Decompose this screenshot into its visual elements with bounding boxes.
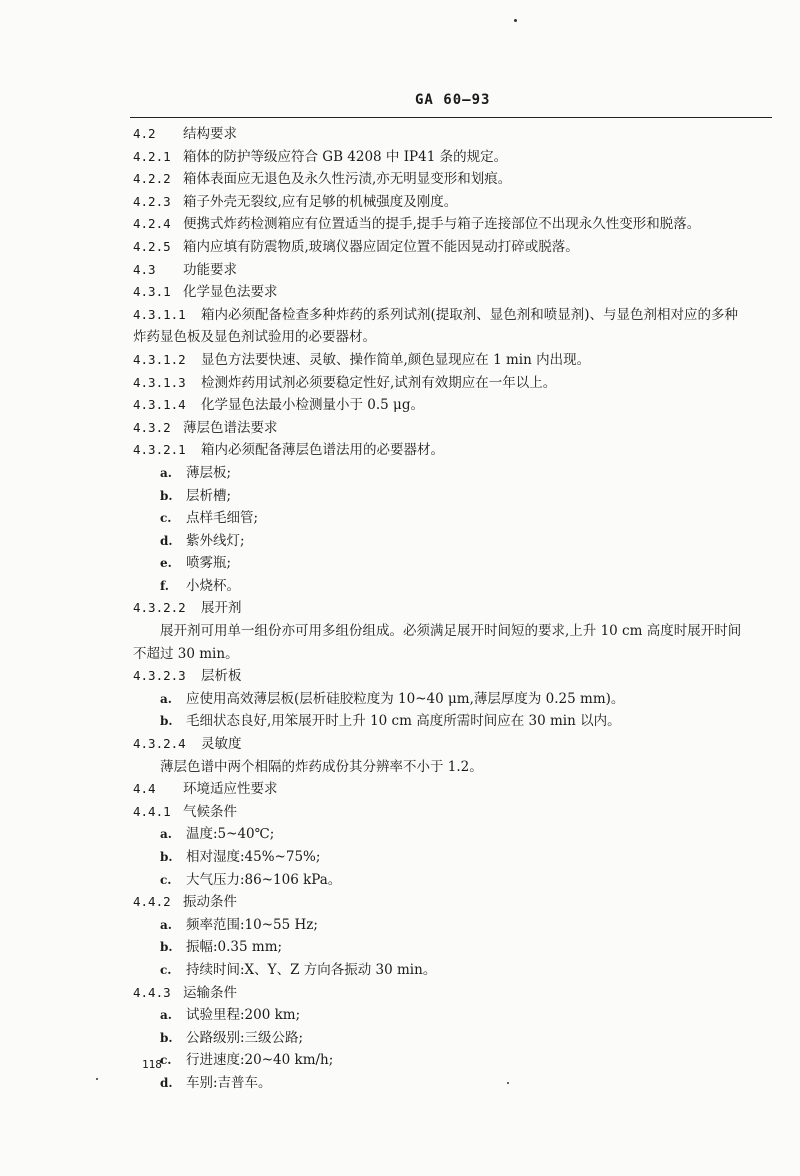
list-item	[133, 846, 775, 869]
heading-text: 结构要求	[183, 126, 237, 142]
list-item-text: 持续时间:X、Y、Z 方向各振动 30 min。	[186, 961, 437, 978]
clause-text: 便携式炸药检测箱应有位置适当的提手,提手与箱子连接部位不出现永久性变形和脱落。	[183, 216, 701, 233]
list-item-text: 紫外线灯;	[186, 532, 245, 549]
clause-number: 4.2	[133, 126, 156, 141]
clause	[133, 168, 775, 191]
list-item-label: e.	[160, 556, 172, 571]
section-heading	[133, 597, 775, 620]
list-item	[133, 823, 775, 846]
section-heading	[133, 778, 775, 801]
standard-code-header: GA 60—93	[415, 92, 491, 108]
list-item-label: c.	[160, 511, 172, 526]
clause-number: 4.3	[133, 261, 156, 277]
header-rule	[130, 117, 772, 118]
list-item	[133, 1072, 775, 1095]
paragraph-line	[133, 620, 775, 643]
clause	[133, 372, 775, 395]
clause	[133, 439, 775, 462]
clause-number: 4.3.1.3	[133, 374, 186, 390]
list-item-label: a.	[160, 1008, 172, 1023]
list-item-label: b.	[160, 940, 173, 955]
paragraph-text: 不超过 30 min。	[133, 645, 239, 662]
list-item	[133, 710, 775, 733]
heading-text: 环境适应性要求	[183, 781, 278, 798]
clause-number: 4.3.2	[133, 419, 171, 435]
list-item-text: 应使用高效薄层板(层析硅胶粒度为 10~40 μm,薄层厚度为 0.25 mm)。	[186, 690, 625, 707]
heading-text: 气候条件	[183, 803, 237, 820]
clause-number: 4.3.2.1	[133, 442, 186, 458]
clause-text: 箱内必须配备薄层色谱法用的必要器材。	[201, 442, 444, 459]
section-heading	[133, 982, 775, 1005]
clause-text: 箱体的防护等级应符合 GB 4208 中 IP41 条的规定。	[183, 148, 508, 165]
clause-number: 4.4	[133, 781, 156, 797]
list-item	[133, 462, 775, 485]
list-item-text: 行进速度:20~40 km/h;	[186, 1052, 334, 1069]
list-item	[133, 507, 775, 530]
clause-text: 箱子外壳无裂纹,应有足够的机械强度及刚度。	[183, 193, 458, 210]
list-item-text: 毛细状态良好,用笨展开时上升 10 cm 高度所需时间应在 30 min 以内。	[186, 713, 621, 730]
heading-text: 功能要求	[183, 261, 237, 278]
list-item-label: b.	[160, 714, 173, 729]
clause	[133, 146, 775, 169]
paragraph-text: 炸药显色板及显色剂试验用的必要器材。	[133, 329, 376, 346]
clause-number: 4.3.2.3	[133, 668, 186, 684]
list-item-text: 试验里程:200 km;	[186, 1007, 301, 1024]
section-heading	[133, 123, 775, 146]
continuation-line	[133, 326, 775, 349]
clause	[133, 236, 775, 259]
clause-number: 4.2.1	[133, 148, 171, 164]
heading-text: 层析板	[201, 668, 242, 685]
section-heading	[133, 281, 775, 304]
clause-number: 4.3.1.1	[133, 306, 186, 322]
clause	[133, 394, 775, 417]
section-heading	[133, 891, 775, 914]
clause-number: 4.2.4	[133, 216, 171, 232]
list-item	[133, 914, 775, 937]
clause	[133, 213, 775, 236]
section-heading	[133, 665, 775, 688]
list-item	[133, 936, 775, 959]
list-item-label: c.	[160, 962, 172, 977]
clause-number: 4.3.1.2	[133, 351, 186, 367]
list-item-text: 喷雾瓶;	[186, 555, 232, 572]
list-item	[133, 575, 775, 598]
list-item-text: 点样毛细管;	[186, 510, 259, 527]
heading-text: 展开剂	[201, 600, 242, 617]
list-item	[133, 552, 775, 575]
list-item-label: f.	[160, 578, 169, 593]
list-item	[133, 530, 775, 553]
continuation-line	[133, 643, 775, 666]
list-item-label: a.	[160, 465, 172, 480]
heading-text: 薄层色谱法要求	[183, 419, 278, 436]
clause-number: 4.4.2	[133, 894, 171, 910]
list-item-text: 小烧杯。	[186, 577, 240, 594]
paragraph-text: 展开剂可用单一组份亦可用多组份组成。必须满足展开时间短的要求,上升 10 cm 高度时展开时间	[160, 623, 742, 640]
list-item-text: 振幅:0.35 mm;	[186, 939, 283, 956]
list-item	[133, 869, 775, 892]
clause-number: 4.2.2	[133, 171, 171, 187]
clause	[133, 304, 775, 327]
page-number: 118	[142, 1058, 162, 1071]
heading-text: 化学显色法要求	[183, 284, 278, 301]
clause-number: 4.4.3	[133, 984, 171, 1000]
heading-text: 灵敏度	[201, 736, 242, 753]
section-heading	[133, 733, 775, 756]
heading-text: 振动条件	[183, 894, 237, 911]
list-item-text: 薄层板;	[186, 464, 232, 481]
list-item-label: b.	[160, 1030, 173, 1045]
clause-text: 显色方法要快速、灵敏、操作简单,颜色显现应在 1 min 内出现。	[201, 351, 591, 368]
clause	[133, 349, 775, 372]
list-item-label: a.	[160, 917, 172, 932]
scan-speck	[507, 1082, 509, 1084]
list-item	[133, 1049, 775, 1072]
scan-speck	[96, 1078, 98, 1080]
list-item-text: 相对湿度:45%~75%;	[186, 849, 321, 865]
list-item-label: c.	[160, 1053, 172, 1068]
list-item-label: c.	[160, 872, 172, 887]
list-item-text: 公路级别:三级公路;	[186, 1029, 304, 1046]
clause-number: 4.3.2.2	[133, 600, 186, 616]
clause-text: 化学显色法最小检测量小于 0.5 μg。	[201, 397, 424, 414]
list-item-text: 大气压力:86~106 kPa。	[186, 871, 342, 888]
list-item	[133, 1004, 775, 1027]
list-item	[133, 1027, 775, 1050]
list-item-text: 温度:5~40℃;	[186, 826, 275, 843]
clause	[133, 191, 775, 214]
list-item	[133, 688, 775, 711]
clause-number: 4.3.1	[133, 284, 171, 300]
list-item-label: a.	[160, 691, 172, 706]
clause-number: 4.3.1.4	[133, 397, 186, 413]
list-item-text: 车别:吉普车。	[186, 1074, 272, 1091]
scan-speck	[514, 19, 517, 22]
list-item-label: d.	[160, 533, 173, 548]
clause-text: 箱体表面应无退色及永久性污渍,亦无明显变形和划痕。	[183, 171, 512, 188]
clause-number: 4.4.1	[133, 803, 171, 819]
list-item-label: a.	[160, 827, 172, 842]
clause-number: 4.2.5	[133, 238, 171, 254]
section-heading	[133, 259, 775, 282]
clause-number: 4.3.2.4	[133, 736, 186, 752]
document-body	[133, 123, 775, 1095]
section-heading	[133, 801, 775, 824]
list-item-label: b.	[160, 488, 173, 503]
list-item	[133, 959, 775, 982]
clause-text: 箱内应填有防震物质,玻璃仪器应固定位置不能因晃动打碎或脱落。	[183, 238, 579, 255]
paragraph-line	[133, 756, 775, 779]
list-item-text: 频率范围:10~55 Hz;	[186, 916, 318, 933]
clause-text: 箱内必须配备检查多种炸药的系列试剂(提取剂、显色剂和喷显剂)、与显色剂相对应的多种	[201, 306, 739, 323]
paragraph-text: 薄层色谱中两个相隔的炸药成份其分辨率不小于 1.2。	[160, 758, 483, 775]
list-item-label: d.	[160, 1075, 173, 1090]
clause-text: 检测炸药用试剂必须要稳定性好,试剂有效期应在一年以上。	[201, 374, 557, 391]
list-item	[133, 485, 775, 508]
clause-number: 4.2.3	[133, 193, 171, 209]
list-item-text: 层析槽;	[186, 487, 232, 504]
section-heading	[133, 417, 775, 440]
heading-text: 运输条件	[183, 984, 237, 1001]
list-item-label: b.	[160, 850, 173, 864]
